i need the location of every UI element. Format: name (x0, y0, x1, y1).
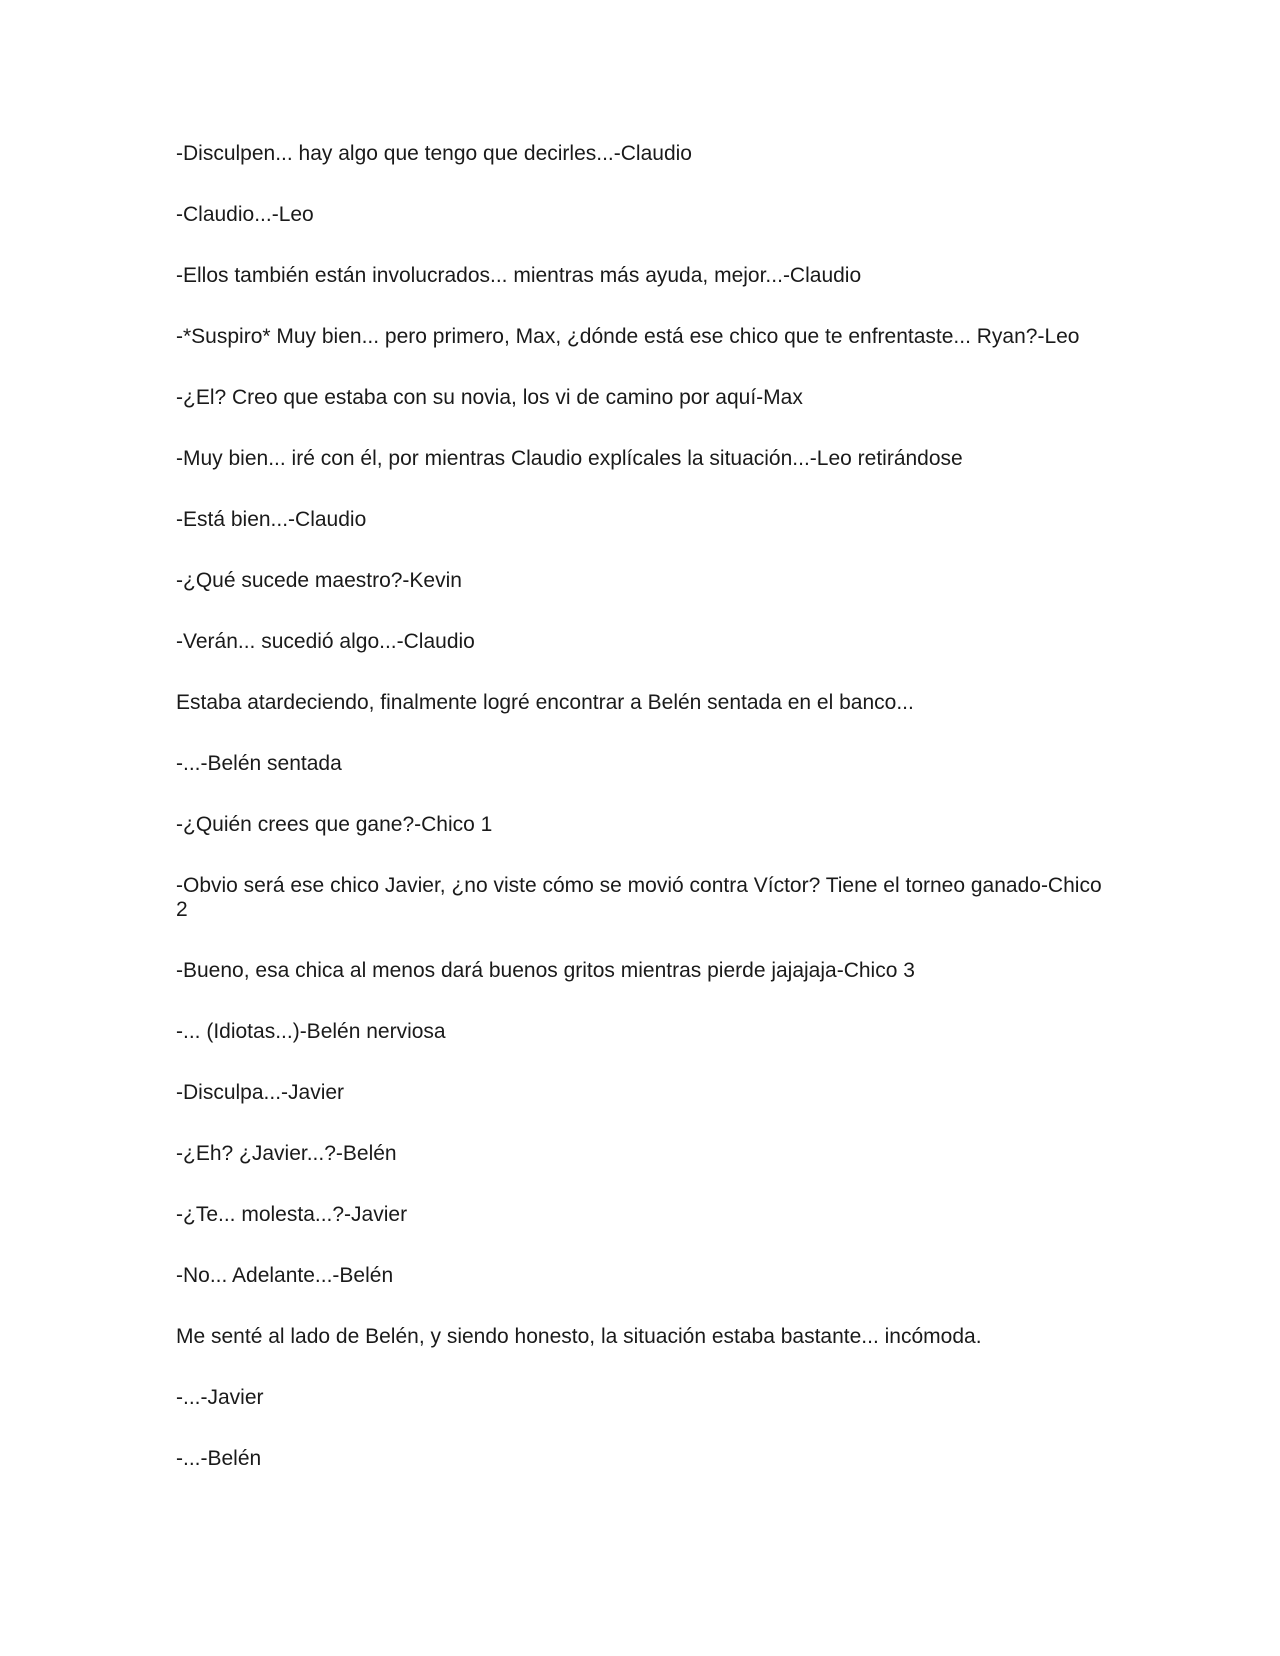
dialogue-line: -¿Te... molesta...?-Javier (176, 1203, 408, 1226)
narration-paragraph: Me senté al lado de Belén, y siendo honesto, la situación estaba bastante... incómoda. (176, 1325, 982, 1348)
dialogue-line: -Claudio...-Leo (176, 203, 314, 226)
dialogue-line: -No... Adelante...-Belén (176, 1264, 394, 1287)
dialogue-line: -...-Belén (176, 1447, 262, 1470)
dialogue-line: -¿Quién crees que gane?-Chico 1 (176, 813, 493, 836)
dialogue-line: -Bueno, esa chica al menos dará buenos gritos mientras pierde jajajaja-Chico 3 (176, 959, 915, 982)
narration-paragraph: Estaba atardeciendo, finalmente logré encontrar a Belén sentada en el banco... (176, 691, 914, 714)
dialogue-line: -...-Javier (176, 1386, 264, 1409)
dialogue-line: -Obvio será ese chico Javier, ¿no viste cómo se movió contra Víctor? Tiene el torneo ganado-Chico 2 (176, 874, 1102, 921)
dialogue-line: -...-Belén sentada (176, 752, 342, 775)
dialogue-line: -¿Eh? ¿Javier...?-Belén (176, 1142, 397, 1165)
dialogue-line: -Disculpen... hay algo que tengo que decirles...-Claudio (176, 142, 692, 165)
dialogue-line: -Disculpa...-Javier (176, 1081, 345, 1104)
document-body (176, 142, 1106, 1508)
dialogue-line: -*Suspiro* Muy bien... pero primero, Max, ¿dónde está ese chico que te enfrentaste... Ryan?-Leo (176, 325, 1080, 348)
dialogue-line: -... (Idiotas...)-Belén nerviosa (176, 1020, 446, 1043)
dialogue-line: -¿El? Creo que estaba con su novia, los vi de camino por aquí-Max (176, 386, 803, 409)
dialogue-line: -Muy bien... iré con él, por mientras Claudio explícales la situación...-Leo retirándose (176, 447, 963, 470)
dialogue-line: -Ellos también están involucrados... mientras más ayuda, mejor...-Claudio (176, 264, 862, 287)
dialogue-line: -Verán... sucedió algo...-Claudio (176, 630, 475, 653)
dialogue-line: -Está bien...-Claudio (176, 508, 367, 531)
dialogue-line: -¿Qué sucede maestro?-Kevin (176, 569, 462, 592)
